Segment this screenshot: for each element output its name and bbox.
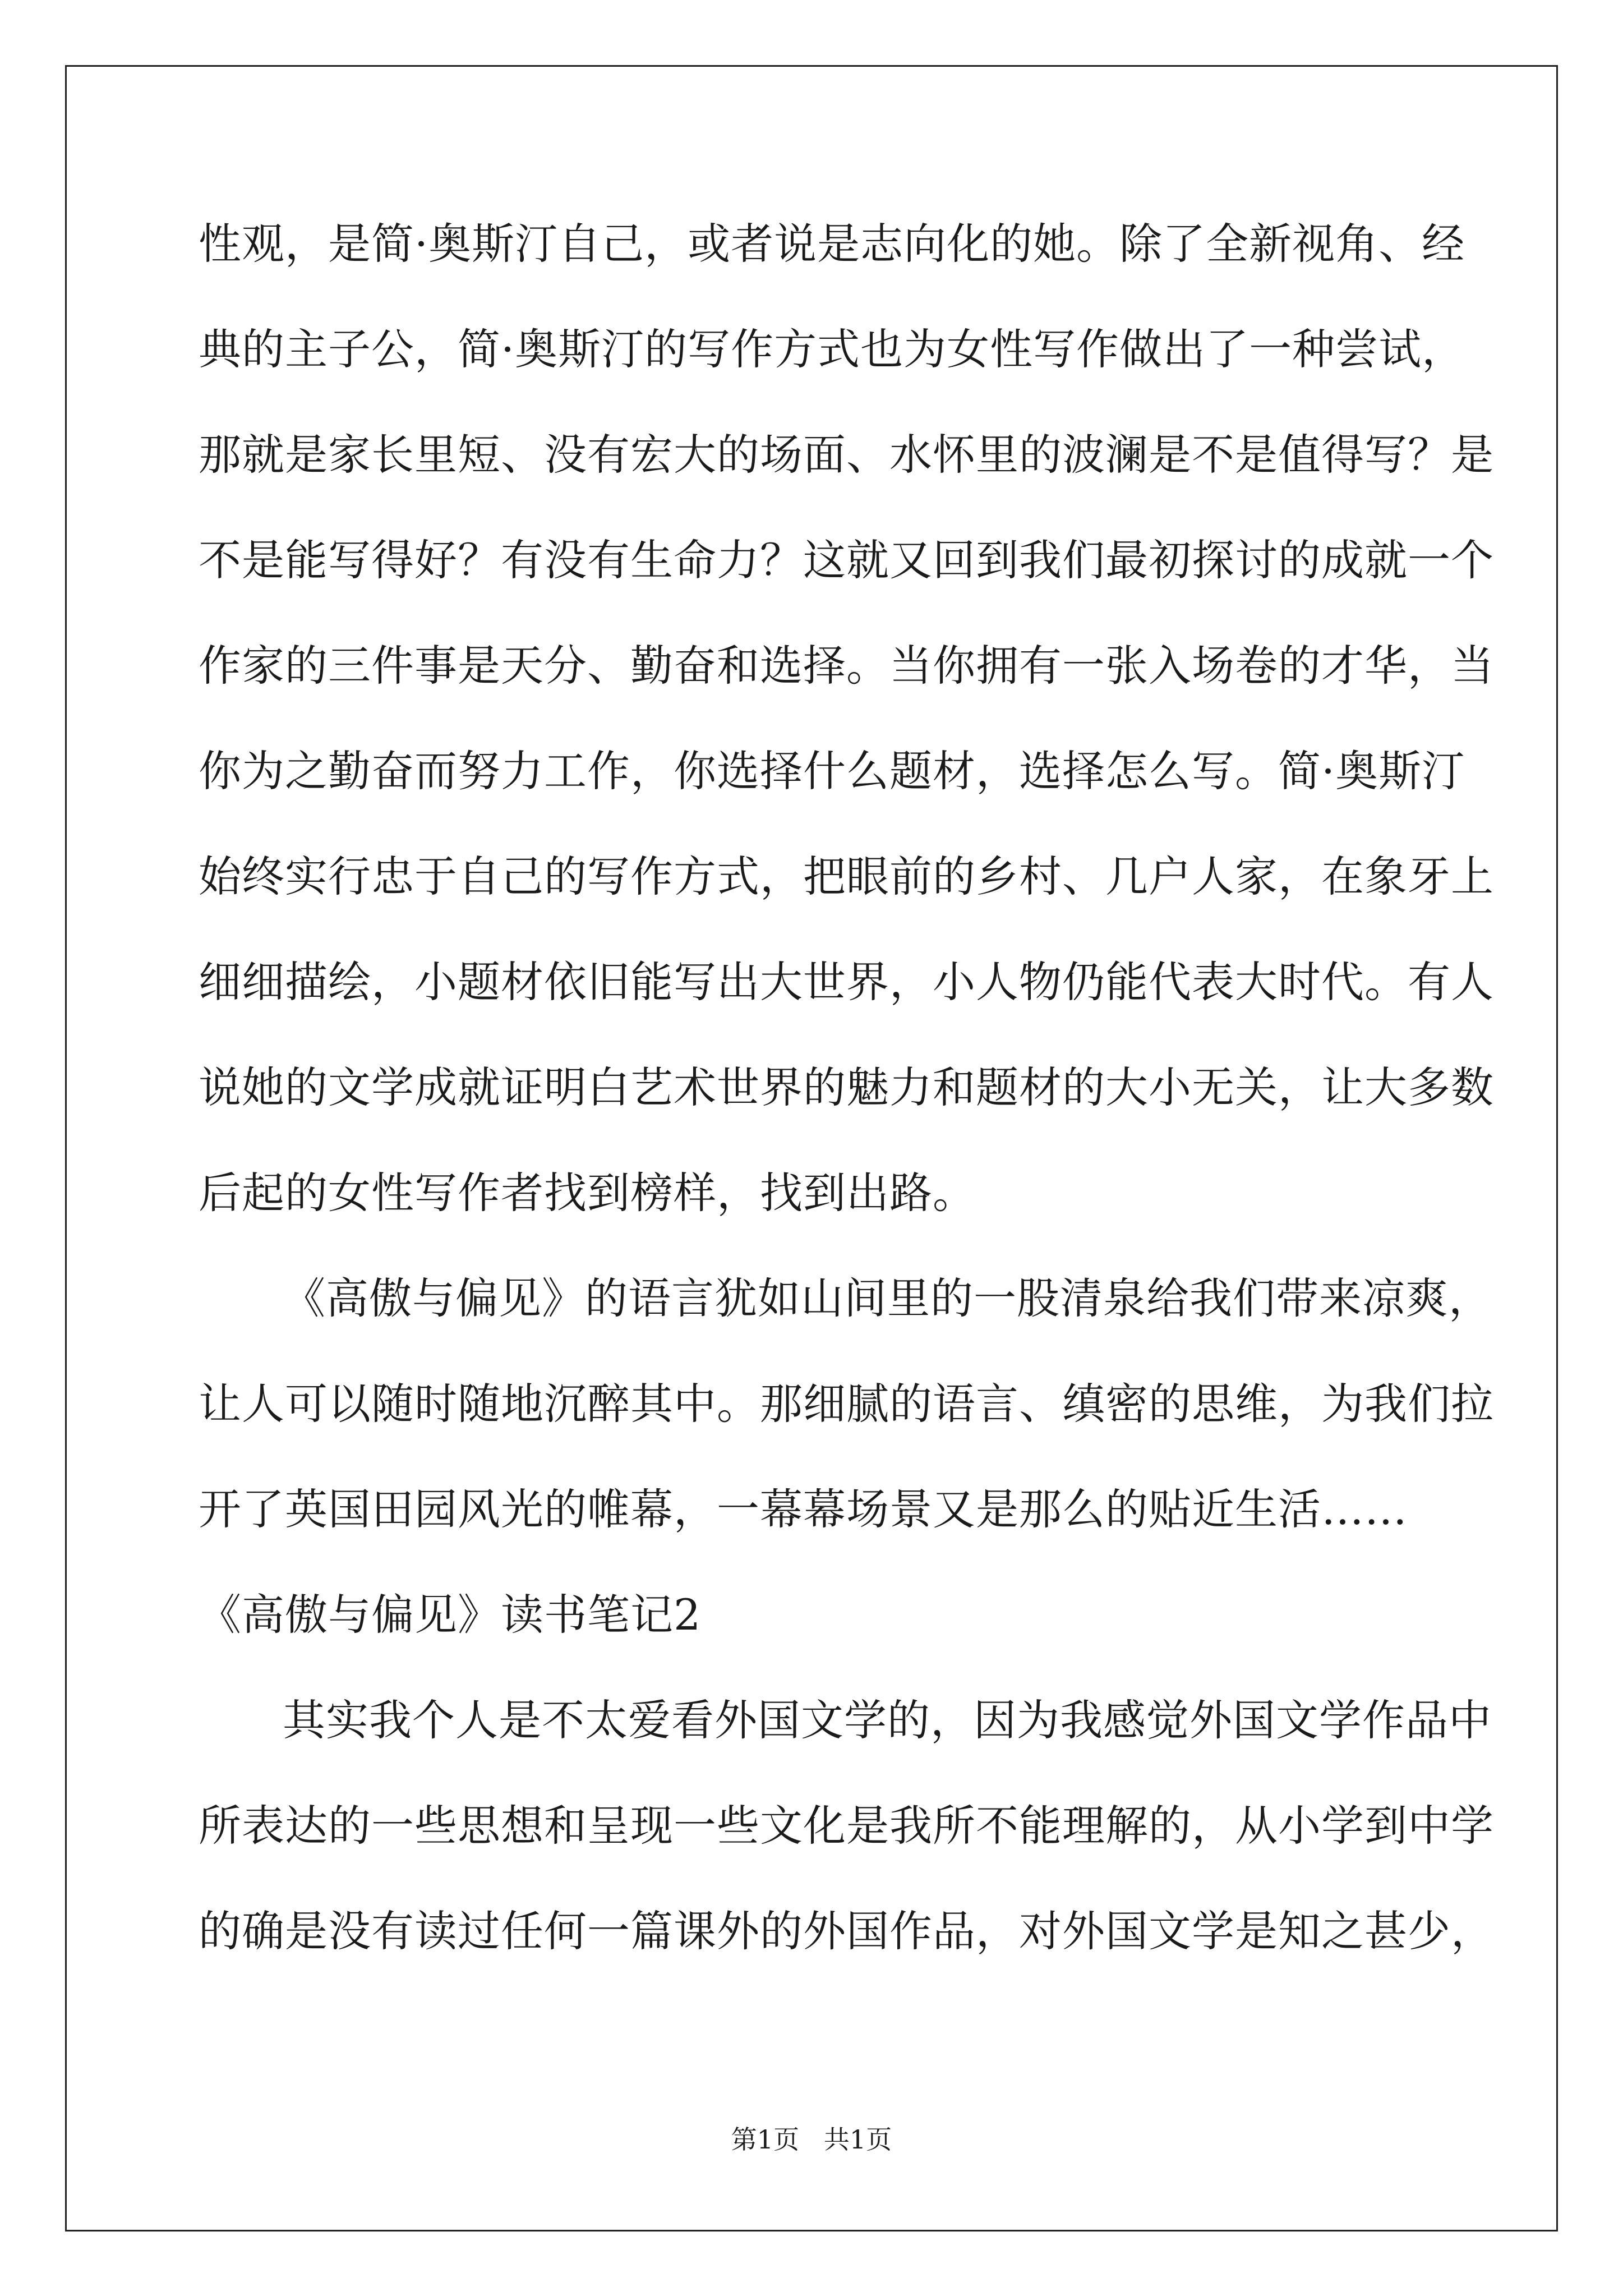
text-line: 的确是没有读过任何一篇课外的外国作品，对外国文学是知之甚少， bbox=[199, 1906, 1494, 1956]
text-line: 后起的女性写作者找到榜样，找到出路。 bbox=[199, 1168, 976, 1218]
paragraph-first-line: 其实我个人是不太爱看外国文学的，因为我感觉外国文学作品中 bbox=[283, 1695, 1492, 1745]
section-heading: 《高傲与偏见》读书笔记2 bbox=[199, 1590, 702, 1640]
text-line: 你为之勤奋而努力工作，你选择什么题材，选择怎么写。简·奥斯汀 bbox=[199, 746, 1465, 796]
paragraph-first-line: 《高傲与偏见》的语言犹如山间里的一股清泉给我们带来凉爽， bbox=[283, 1273, 1492, 1323]
page-footer: 第1页 共1页 bbox=[731, 2124, 892, 2155]
document-body bbox=[199, 218, 1494, 2010]
text-line: 那就是家长里短、没有宏大的场面、水怀里的波澜是不是值得写？是 bbox=[199, 430, 1494, 480]
text-line: 典的主子公，简·奥斯汀的写作方式也为女性写作做出了一种尝试， bbox=[199, 324, 1465, 374]
text-line: 始终实行忠于自己的写作方式，把眼前的乡村、几户人家，在象牙上 bbox=[199, 852, 1494, 901]
text-line: 性观，是简·奥斯汀自己，或者说是志向化的她。除了全新视角、经 bbox=[199, 219, 1465, 269]
text-line: 所表达的一些思想和呈现一些文化是我所不能理解的，从小学到中学 bbox=[199, 1801, 1494, 1851]
text-line: 不是能写得好？有没有生命力？这就又回到我们最初探讨的成就一个 bbox=[199, 535, 1494, 585]
text-line: 说她的文学成就证明白艺术世界的魅力和题材的大小无关，让大多数 bbox=[199, 1062, 1494, 1112]
text-line: 让人可以随时随地沉醉其中。那细腻的语言、缜密的思维，为我们拉 bbox=[199, 1379, 1494, 1429]
text-line: 作家的三件事是天分、勤奋和选择。当你拥有一张入场卷的才华，当 bbox=[199, 641, 1494, 691]
text-line: 细细描绘，小题材依旧能写出大世界，小人物仍能代表大时代。有人 bbox=[199, 957, 1494, 1007]
text-line: 开了英国田园风光的帷幕，一幕幕场景又是那么的贴近生活…… bbox=[199, 1484, 1408, 1534]
